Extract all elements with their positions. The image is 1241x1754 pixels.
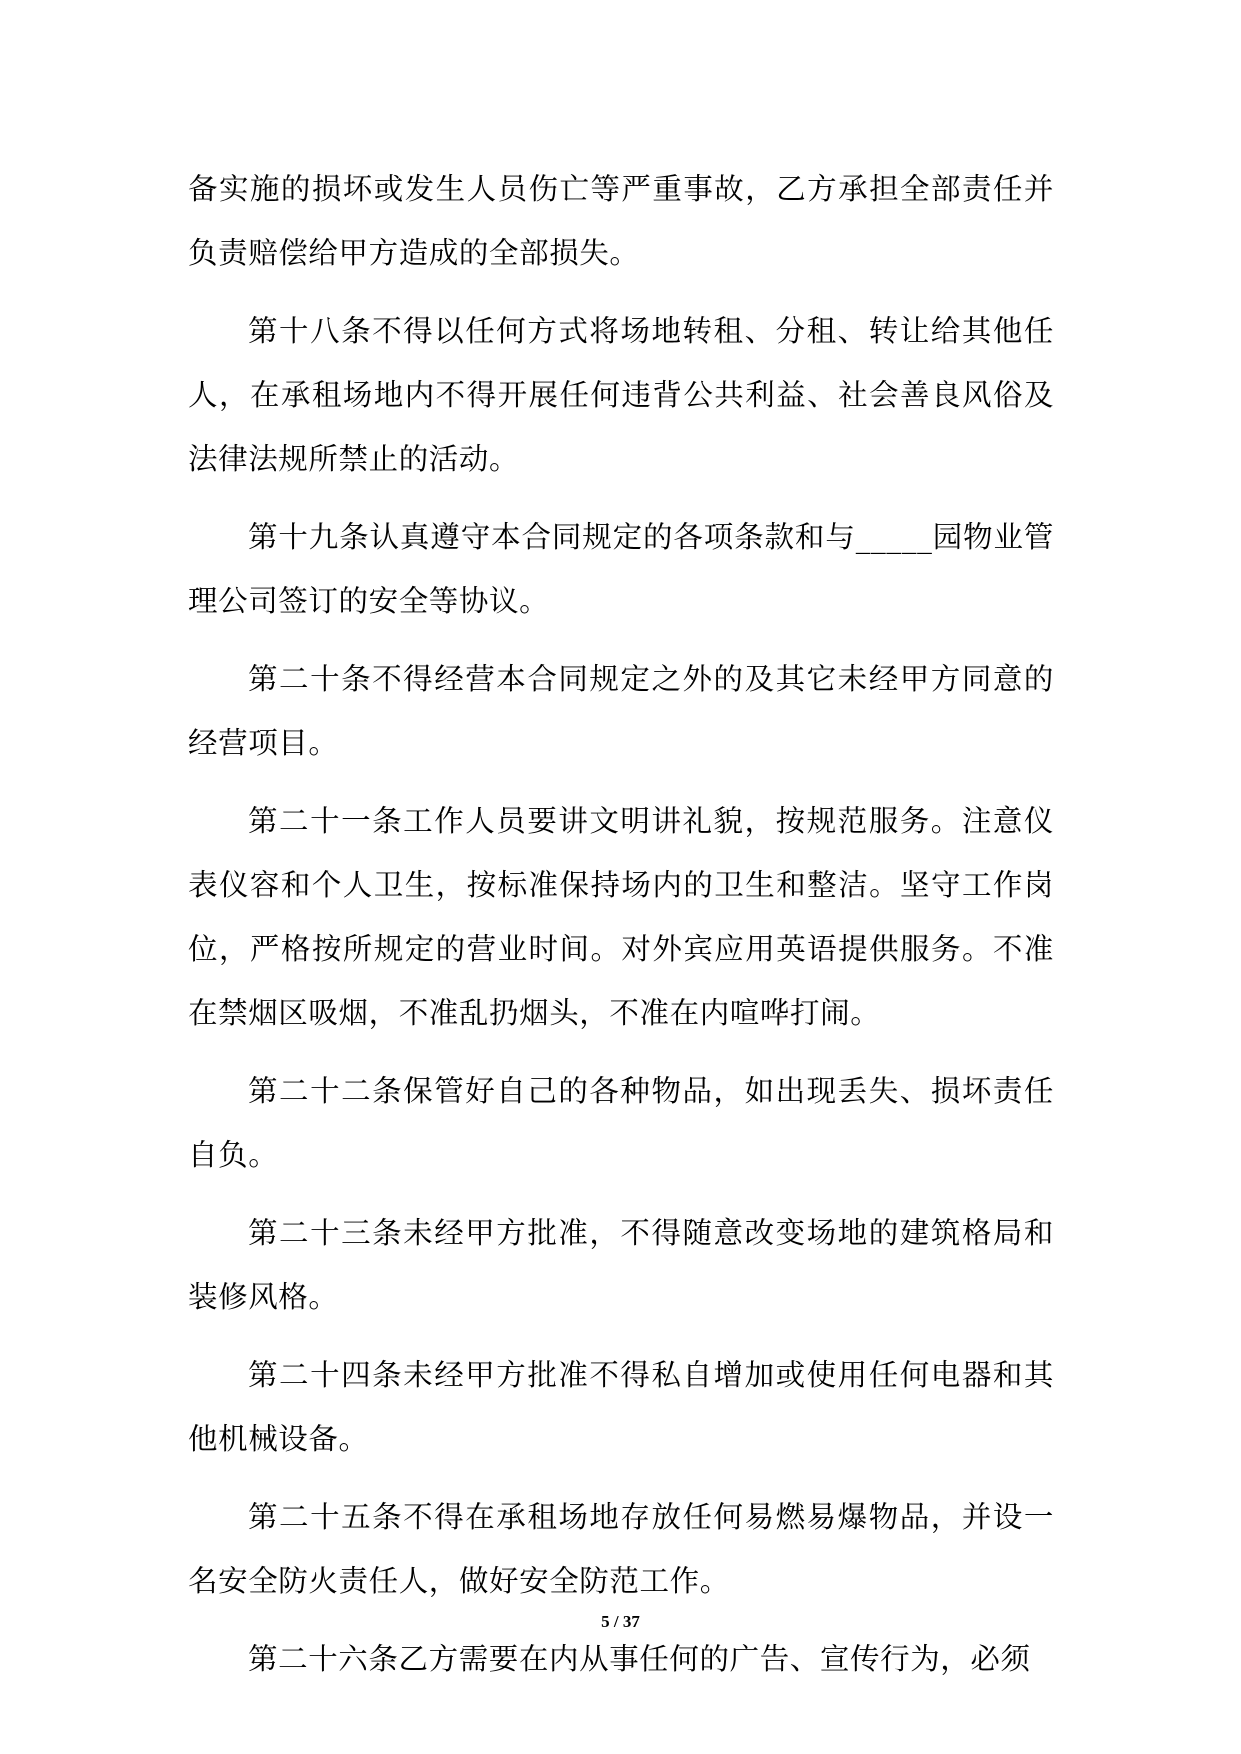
paragraph-article-21: 第二十一条工作人员要讲文明讲礼貌，按规范服务。注意仪表仪容和个人卫生，按标准保持场内的卫生和整洁。坚守工作岗位，严格按所规定的营业时间。对外宾应用英语提供服务。不准在禁烟区吸烟，不准乱扔烟头，不准在内喧哗打闹。 [188,804,1054,1030]
document-body [188,157,1054,1705]
paragraph-article-18: 第十八条不得以任何方式将场地转租、分租、转让给其他任人，在承租场地内不得开展任何违背公共利益、社会善良风俗及法律法规所禁止的活动。 [188,314,1054,476]
paragraph-article-23: 第二十三条未经甲方批准，不得随意改变场地的建筑格局和装修风格。 [188,1216,1054,1314]
paragraph-article-22: 第二十二条保管好自己的各种物品，如出现丢失、损坏责任自负。 [188,1074,1054,1172]
paragraph-article-24: 第二十四条未经甲方批准不得私自增加或使用任何电器和其他机械设备。 [188,1358,1054,1456]
paragraph-article-26: 第二十六条乙方需要在内从事任何的广告、宣传行为，必须 [248,1642,1031,1676]
paragraph-article-25: 第二十五条不得在承租场地存放任何易燃易爆物品，并设一名安全防火责任人，做好安全防范工作。 [188,1500,1054,1598]
paragraph-continuation: 备实施的损坏或发生人员伤亡等严重事故，乙方承担全部责任并负责赔偿给甲方造成的全部损失。 [188,172,1054,270]
paragraph-article-19: 第十九条认真遵守本合同规定的各项条款和与_____园物业管理公司签订的安全等协议。 [188,520,1054,618]
page-number: 5 / 37 [601,1612,640,1631]
paragraph-article-20: 第二十条不得经营本合同规定之外的及其它未经甲方同意的经营项目。 [188,662,1054,760]
